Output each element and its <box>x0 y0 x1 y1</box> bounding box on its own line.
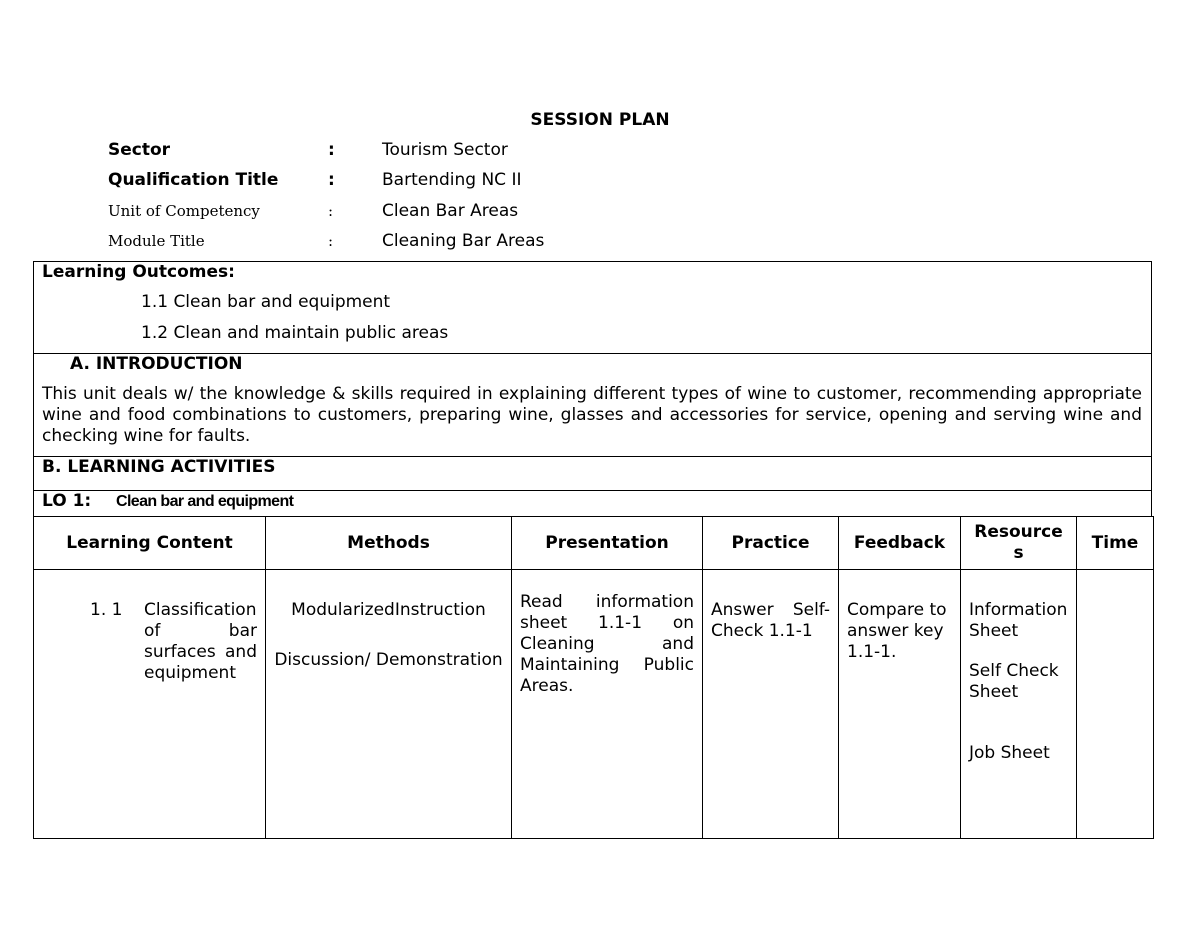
practice-text: Answer Self-Check 1.1-1 <box>711 600 830 641</box>
content-text: Classification of bar surfaces and equipment <box>144 600 257 683</box>
meta-label: Module Title <box>108 232 205 250</box>
learning-outcomes-box <box>33 261 1152 354</box>
resources-cell <box>961 570 1077 839</box>
meta-colon: : <box>328 140 335 160</box>
lo-label: LO 1: <box>42 491 92 511</box>
time-cell <box>1077 570 1154 839</box>
table-header-row <box>34 517 1154 570</box>
feedback-text: Compare to answer key 1.1-1. <box>847 600 947 662</box>
meta-colon: : <box>328 170 335 190</box>
resource-item: Job Sheet <box>969 743 1050 763</box>
meta-row-module <box>108 229 608 253</box>
meta-label: Unit of Competency <box>108 202 260 220</box>
meta-row-qualification <box>108 168 608 192</box>
column-header: Methods <box>266 517 512 570</box>
column-header: Feedback <box>839 517 961 570</box>
content-cell <box>34 570 266 839</box>
presentation-text: Read information sheet 1.1-1 on Cleaning and Maintaining Public Areas. <box>520 592 694 696</box>
meta-colon: : <box>328 232 334 250</box>
methods-cell <box>266 570 512 839</box>
learning-activities-heading: B. LEARNING ACTIVITIES <box>42 457 276 477</box>
column-header: Learning Content <box>34 517 266 570</box>
content-number: 1. 1 <box>90 600 123 620</box>
learning-outcome-item: 1.1 Clean bar and equipment <box>141 292 391 312</box>
page-title: SESSION PLAN <box>530 110 670 130</box>
table-row <box>34 570 1154 839</box>
column-header: Presentation <box>512 517 703 570</box>
learning-activities-box <box>33 456 1152 491</box>
resource-item: Information Sheet <box>969 600 1068 641</box>
lo-title: Clean bar and equipment <box>116 493 294 510</box>
meta-value: Bartending NC II <box>382 170 522 190</box>
method-item: ModularizedInstruction <box>291 600 486 620</box>
meta-value: Tourism Sector <box>382 140 508 160</box>
introduction-text: This unit deals w/ the knowledge & skills required in explaining different types of wine to customer, recommending appropriate wine and food combinations to customers, preparing wine, glasses and accessories for service, opening and serving wine and checking wine for faults. <box>42 384 1142 446</box>
meta-label: Qualification Title <box>108 170 279 190</box>
feedback-cell <box>839 570 961 839</box>
learning-content-table <box>33 516 1154 839</box>
introduction-heading: A. INTRODUCTION <box>70 354 243 374</box>
presentation-cell <box>512 570 703 839</box>
meta-row-unit <box>108 199 608 223</box>
learning-outcomes-heading: Learning Outcomes: <box>42 262 235 282</box>
lo-row <box>33 490 1152 517</box>
meta-label: Sector <box>108 140 171 160</box>
introduction-box <box>33 353 1152 457</box>
resource-item: Self Check Sheet <box>969 661 1059 702</box>
column-header: Time <box>1077 517 1154 570</box>
meta-value: Cleaning Bar Areas <box>382 231 545 251</box>
meta-row-sector <box>108 138 608 162</box>
meta-colon: : <box>328 202 334 220</box>
practice-cell <box>703 570 839 839</box>
meta-value: Clean Bar Areas <box>382 201 519 221</box>
learning-outcome-item: 1.2 Clean and maintain public areas <box>141 323 449 343</box>
method-item: Discussion/ Demonstration <box>274 650 503 670</box>
column-header: Resource s <box>961 517 1077 570</box>
column-header: Practice <box>703 517 839 570</box>
